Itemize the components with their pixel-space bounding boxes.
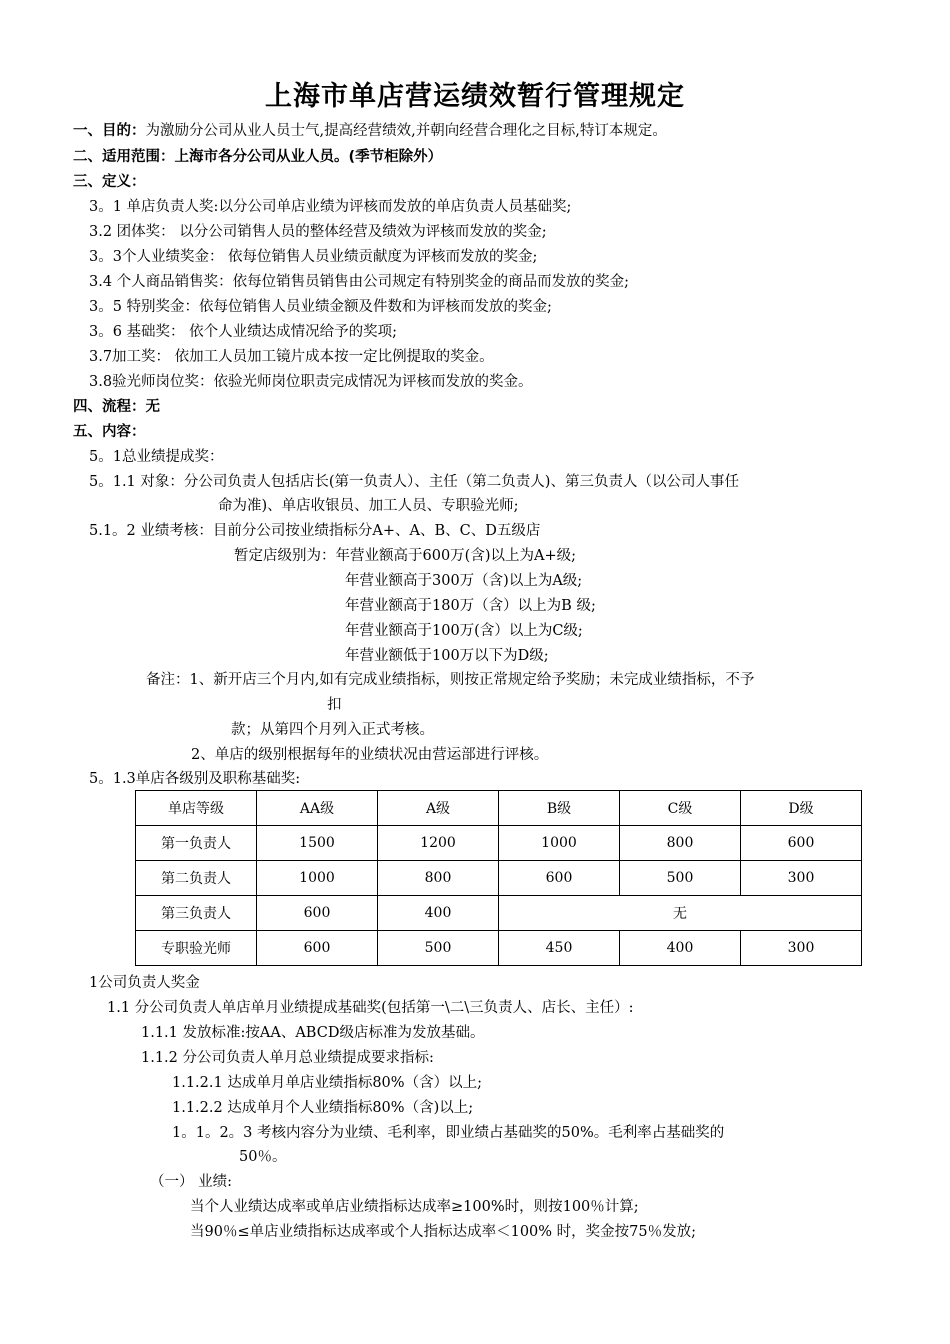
policy-1-1-2-3-cont: 50％。 (239, 1149, 287, 1165)
table-cell: D级 (741, 791, 862, 826)
policy-1-1-2-1: 1.1.2.1 达成单月单店业绩指标80%（含）以上; (172, 1075, 482, 1091)
table-cell: 1500 (257, 826, 378, 861)
table-cell: B级 (499, 791, 620, 826)
table-cell: 单店等级 (136, 791, 257, 826)
table-cell: 1200 (378, 826, 499, 861)
note-1: 备注：1、新开店三个月内,如有完成业绩指标，则按正常规定给予奖励；未完成业绩指标，不予 (146, 672, 755, 688)
grade-a: 年营业额高于300万（含)以上为A级; (345, 573, 583, 589)
definition-3-2: 3.2 团体奖： 以分公司销售人员的整体经营及绩效为评核而发放的奖金; (89, 224, 547, 240)
table-cell: 450 (499, 931, 620, 966)
definition-3-3: 3。3个人业绩奖金： 依每位销售人员业绩贡献度为评核而发放的奖金; (89, 249, 538, 265)
definition-3-7: 3.7加工奖： 依加工人员加工镜片成本按一定比例提取的奖金。 (89, 349, 494, 365)
policy-1-1-2: 1.1.2 分公司负责人单月总业绩提成要求指标: (141, 1050, 434, 1066)
section-definitions: 三、定义： (73, 174, 146, 190)
table-cell: 1000 (499, 826, 620, 861)
document-title: 上海市单店营运绩效暂行管理规定 (265, 81, 685, 112)
table-row (136, 931, 862, 966)
grade-b: 年营业额高于180万（含）以上为B 级; (345, 598, 596, 614)
section-content: 五、内容： (73, 424, 146, 440)
section-purpose-text: 为激励分公司从业人员士气,提高经营绩效,并朝向经营合理化之目标,特订本规定。 (145, 123, 667, 139)
note-1-cont: 款；从第四个月列入正式考核。 (231, 722, 434, 738)
table-row (136, 826, 862, 861)
definition-3-8: 3.8验光师岗位奖：依验光师岗位职责完成情况为评核而发放的奖金。 (89, 374, 533, 390)
content-5-1-1-cont: 命为准)、单店收银员、加工人员、专职验光师; (218, 498, 519, 514)
table-cell: 500 (620, 861, 741, 896)
section-purpose (73, 121, 667, 141)
table-cell: 专职验光师 (136, 931, 257, 966)
table-row (136, 861, 862, 896)
content-5-1-1: 5。1.1 对象：分公司负责人包括店长(第一负责人）、主任（第二负责人)、第三负责人（以公司人事任 (89, 474, 739, 490)
table-cell: 600 (499, 861, 620, 896)
table-cell: 第三负责人 (136, 896, 257, 931)
table-cell-merged: 无 (499, 896, 862, 931)
table-cell: 800 (620, 826, 741, 861)
base-bonus-table (135, 790, 862, 966)
section-purpose-label: 一、目的： (73, 123, 146, 139)
content-5-1: 5。1总业绩提成奖： (89, 449, 224, 465)
table-cell: 300 (741, 931, 862, 966)
table-cell: AA级 (257, 791, 378, 826)
table-header-row (136, 791, 862, 826)
table-cell: 400 (620, 931, 741, 966)
table-cell: 300 (741, 861, 862, 896)
definition-3-5: 3。5 特别奖金：依每位销售人员业绩金额及件数和为评核而发放的奖金; (89, 299, 552, 315)
definition-3-1: 3。1 单店负责人奖:以分公司单店业绩为评核而发放的单店负责人员基础奖; (89, 199, 572, 215)
table-cell: 500 (378, 931, 499, 966)
table-row (136, 896, 862, 931)
table-cell: C级 (620, 791, 741, 826)
note-1-wrap: 扣 (327, 697, 342, 713)
table-cell: A级 (378, 791, 499, 826)
definition-3-4: 3.4 个人商品销售奖：依每位销售员销售由公司规定有特别奖金的商品而发放的奖金; (89, 274, 630, 290)
table-cell: 600 (257, 931, 378, 966)
table-cell: 400 (378, 896, 499, 931)
policy-1-1: 1.1 分公司负责人单店单月业绩提成基础奖(包括第一\二\三负责人、店长、主任）: (107, 1000, 634, 1016)
note-2: 2、单店的级别根据每年的业绩状况由营运部进行评核。 (191, 747, 549, 763)
grade-d: 年营业额低于100万以下为D级; (345, 648, 549, 664)
table-cell: 1000 (257, 861, 378, 896)
table-cell: 800 (378, 861, 499, 896)
performance-heading: （一） 业绩: (150, 1174, 232, 1190)
policy-1-1-2-2: 1.1.2.2 达成单月个人业绩指标80%（含)以上; (172, 1100, 474, 1116)
table-cell: 600 (257, 896, 378, 931)
performance-rule-2: 当90％≤单店业绩指标达成率或个人指标达成率＜100% 时，奖金按75％发放; (190, 1224, 696, 1240)
definition-3-6: 3。6 基础奖： 依个人业绩达成情况给予的奖项; (89, 324, 398, 340)
content-5-1-3: 5。1.3单店各级别及职称基础奖: (89, 771, 301, 787)
table-cell: 第二负责人 (136, 861, 257, 896)
content-5-1-2: 5.1。2 业绩考核：目前分公司按业绩指标分A+、A、B、C、D五级店 (89, 523, 541, 539)
policy-1-1-1: 1.1.1 发放标准:按AA、ABCD级店标准为发放基础。 (141, 1025, 485, 1041)
grade-c: 年营业额高于100万(含）以上为C级; (345, 623, 583, 639)
grade-a-plus: 暂定店级别为：年营业额高于600万(含)以上为A+级; (234, 548, 576, 564)
table-cell: 600 (741, 826, 862, 861)
policy-1: 1公司负责人奖金 (89, 975, 200, 991)
policy-1-1-2-3: 1。1。2。3 考核内容分为业绩、毛利率，即业绩占基础奖的50%。毛利率占基础奖的 (172, 1125, 725, 1141)
performance-rule-1: 当个人业绩达成率或单店业绩指标达成率≥100%时，则按100％计算; (190, 1199, 639, 1215)
section-scope: 二、适用范围：上海市各分公司从业人员。(季节柜除外） (73, 149, 443, 165)
section-process: 四、流程：无 (73, 399, 160, 415)
table-cell: 第一负责人 (136, 826, 257, 861)
